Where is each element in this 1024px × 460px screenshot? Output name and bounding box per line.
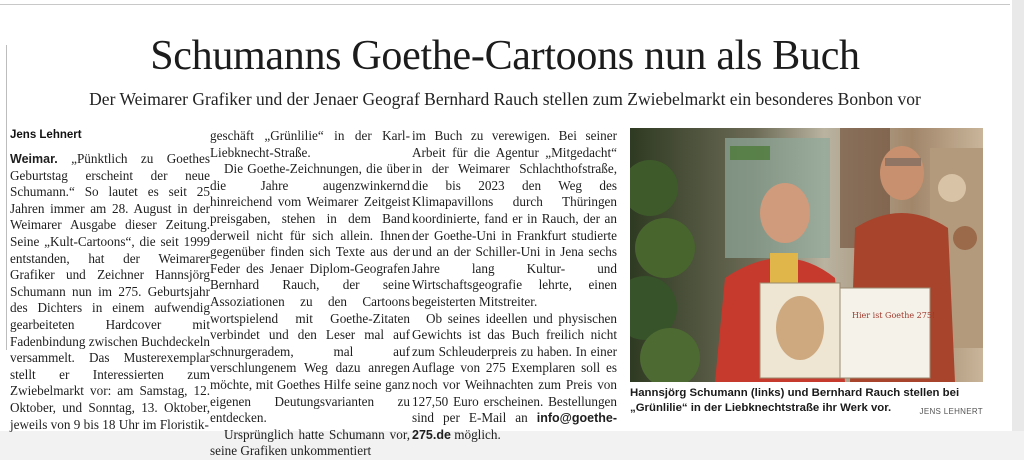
- photo-caption: [630, 386, 983, 419]
- paragraph: [412, 311, 617, 444]
- subheadline: Der Weimarer Grafiker und der Jenaer Geograf Bernhard Rauch stellen zum Zwiebelmarkt ein besonderes Bonbon vor: [89, 89, 921, 109]
- dateline: Weimar.: [10, 152, 58, 166]
- paragraph-text: „Pünktlich zu Goethes Geburtstag erscheint der neue Schumann.“ So lautet es seit 25 Jahren immer am 28. August in der Weimarer Ausgabe dieser Zeitung. Seine „Kult-Cartoons“, die seit 1999 entstanden, hat der Weimarer Grafiker und Zeichner Hannsjörg Schumann nun im 275. Geburtsjahr des Dichters in einem aufwendig gearbeiteten Hardcover mit Fadenbindung zwischen Buchdeckeln versammelt. Das Musterexemplar stellt er Interessierten zum Zwiebelmarkt vor: am Samstag, 12. Oktober, und Sonntag, 13. Oktober, jeweils von 9 bis 18 Uhr im Floristik-: [10, 151, 210, 432]
- paragraph: im Buch zu verewigen. Bei seiner Arbeit für die Agentur „Mitgedacht“ in der Weimarer Schlachthofstraße, die bis 2023 den Weg des Klimapavillons durch Thüringen koordinierte, fand er in Rauch, der an der Goethe-Uni in Frankfurt studierte und an der Schiller-Uni in Jena sechs Jahre lang Kultur- und Wirtschaftsgeografie lehrte, einen begeisterten Mitstreiter.: [412, 128, 617, 309]
- article-column-3: [412, 128, 617, 443]
- article-column-2: [210, 128, 410, 460]
- paragraph: geschäft „Grünlilie“ in der Karl-Liebknecht-Straße.: [210, 128, 410, 160]
- paragraph: [10, 151, 210, 433]
- paragraph-text: Ob seines ideellen und physischen Gewichts ist das Buch freilich nicht zum Schleuderpreis zu haben. In einer Auflage von 275 Exemplaren soll es noch vor Weihnachten zum Preis von 127,50 Euro erscheinen. Bestellungen sind per E-Mail an: [412, 310, 617, 426]
- page-edge: [1012, 0, 1024, 431]
- photo-illustration: [630, 128, 983, 382]
- caption-text: Hannsjörg Schumann (links) und Bernhard Rauch stellen bei „Grünlilie“ in der Liebknechtstraße ihr Werk vor.: [630, 387, 960, 414]
- paragraph: Die Goethe-Zeichnungen, die über die Jahre augenzwinkernd hinreichend vom Weimarer Zeitgeist preisgaben, stehen in dem Band derweil nicht für sich allein. Ihnen gegenüber finden sich Texte aus der Feder des Jenaer Diplom-Geografen Bernhard Rauch, der seine Assoziationen zu den Cartoons wortspielend mit Goethe-Zitaten verbindet und den Leser mal auf schnurgeradem, mal auf verschlungenem Weg dazu anregen möchte, mit Goethes Hilfe seine ganz eigenen Deutungsvarianten zu entdecken.: [210, 161, 410, 426]
- article-photo: [630, 128, 983, 382]
- book-title: Hier ist Goethe 275!: [852, 311, 936, 320]
- article-column-1: [10, 128, 210, 433]
- top-rule: [0, 4, 1010, 5]
- paragraph-text: möglich.: [450, 426, 501, 442]
- photo-credit: JENS LEHNERT: [919, 406, 983, 416]
- email-link[interactable]: info@goethe-275.de: [412, 411, 617, 442]
- headline: Schumanns Goethe-Cartoons nun als Buch: [150, 33, 860, 79]
- paragraph: Ursprünglich hatte Schumann vor, seine Grafiken unkommentiert: [210, 426, 410, 459]
- author-byline: Jens Lehnert: [10, 129, 82, 141]
